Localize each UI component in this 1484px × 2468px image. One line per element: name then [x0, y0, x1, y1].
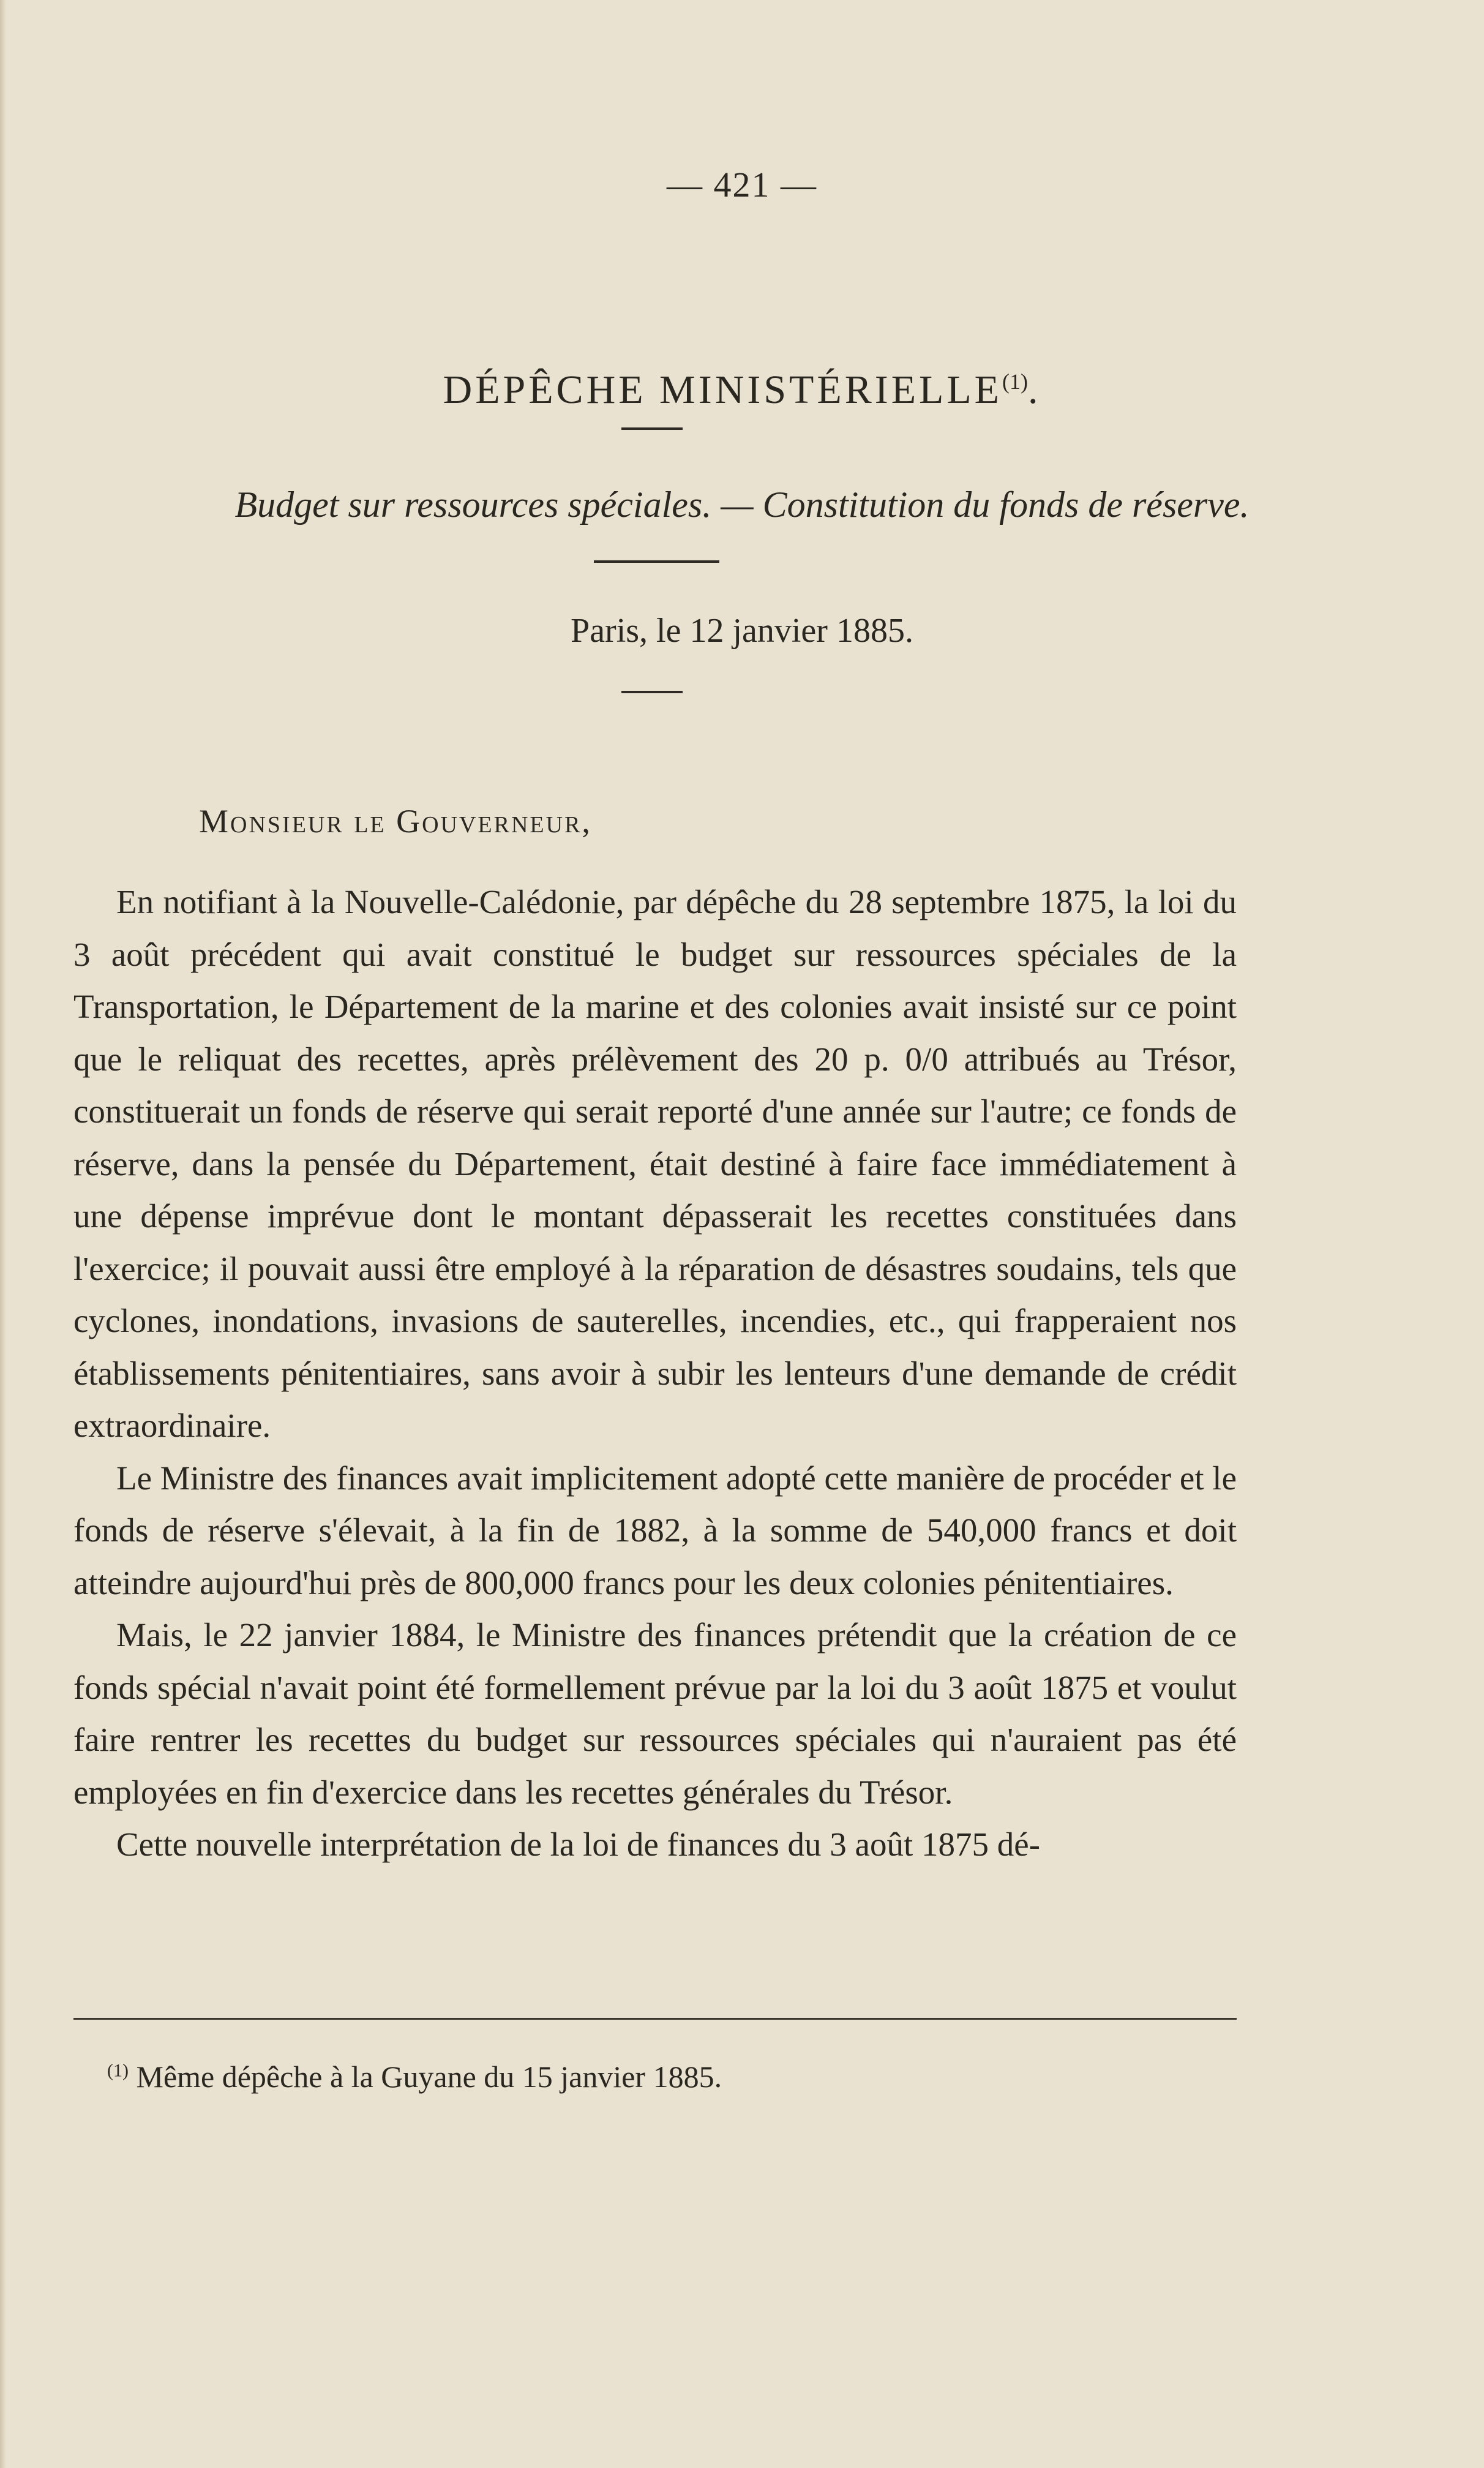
footnote-mark: (1)	[107, 2060, 129, 2081]
document-title-text: DÉPÊCHE MINISTÉRIELLE	[443, 367, 1002, 413]
document-title-punctuation: .	[1027, 367, 1041, 413]
footnote-text: Même dépêche à la Guyane du 15 janvier 1885.	[136, 2060, 722, 2094]
separator-rule	[594, 560, 719, 563]
letter-body	[73, 876, 1237, 1871]
separator-rule	[621, 427, 683, 430]
separator-rule	[621, 691, 683, 693]
paragraph: Cette nouvelle interprétation de la loi de finances du 3 août 1875 dé-	[116, 1826, 1040, 1863]
salutation: Monsieur le Gouverneur,	[199, 803, 592, 840]
document-subtitle: Budget sur ressources spéciales. — Constitution du fonds de réserve.	[234, 484, 1250, 525]
document-title	[0, 367, 1484, 413]
paragraph: Le Ministre des finances avait implicitement adopté cette manière de procéder et le fonds de réserve s'élevait, à la fin de 1882, à la somme de 540,000 francs et doit atteindre aujourd'hui près de 800,000 francs pour les deux colonies pénitentiaires.	[73, 1459, 1237, 1601]
dateline: Paris, le 12 janvier 1885.	[571, 612, 913, 650]
footnote-separator	[73, 2018, 1237, 2020]
paragraph: Mais, le 22 janvier 1884, le Ministre des finances prétendit que la création de ce fonds spécial n'avait point été formellement prévue par la loi du 3 août 1875 et voulut faire rentrer les recettes du budget sur ressources spéciales qui n'auraient pas été employées en fin d'exercice dans les recettes générales du Trésor.	[73, 1616, 1237, 1811]
footnote	[107, 2059, 722, 2094]
page-number: — 421 —	[667, 165, 817, 205]
paragraph: En notifiant à la Nouvelle-Calédonie, par dépêche du 28 septembre 1875, la loi du 3 août précédent qui avait constitué le budget sur ressources spéciales de la Transportation, le Département de la marine et des colonies avait insisté sur ce point que le reliquat des recettes, après prélèvement des 20 p. 0/0 attribués au Trésor, constituerait un fonds de réserve qui serait reporté d'une année sur l'autre; ce fonds de réserve, dans la pensée du Département, était destiné à faire face immédiatement à une dépense imprévue dont le montant dépasserait les recettes constituées dans l'exercice; il pouvait aussi être employé à la réparation de désastres soudains, tels que cyclones, inondations, invasions de sauterelles, incendies, etc., qui frapperaient nos établissements pénitentiaires, sans avoir à subir les lenteurs d'une demande de crédit extraordinaire.	[73, 883, 1237, 1444]
footnote-reference: (1)	[1002, 369, 1028, 394]
